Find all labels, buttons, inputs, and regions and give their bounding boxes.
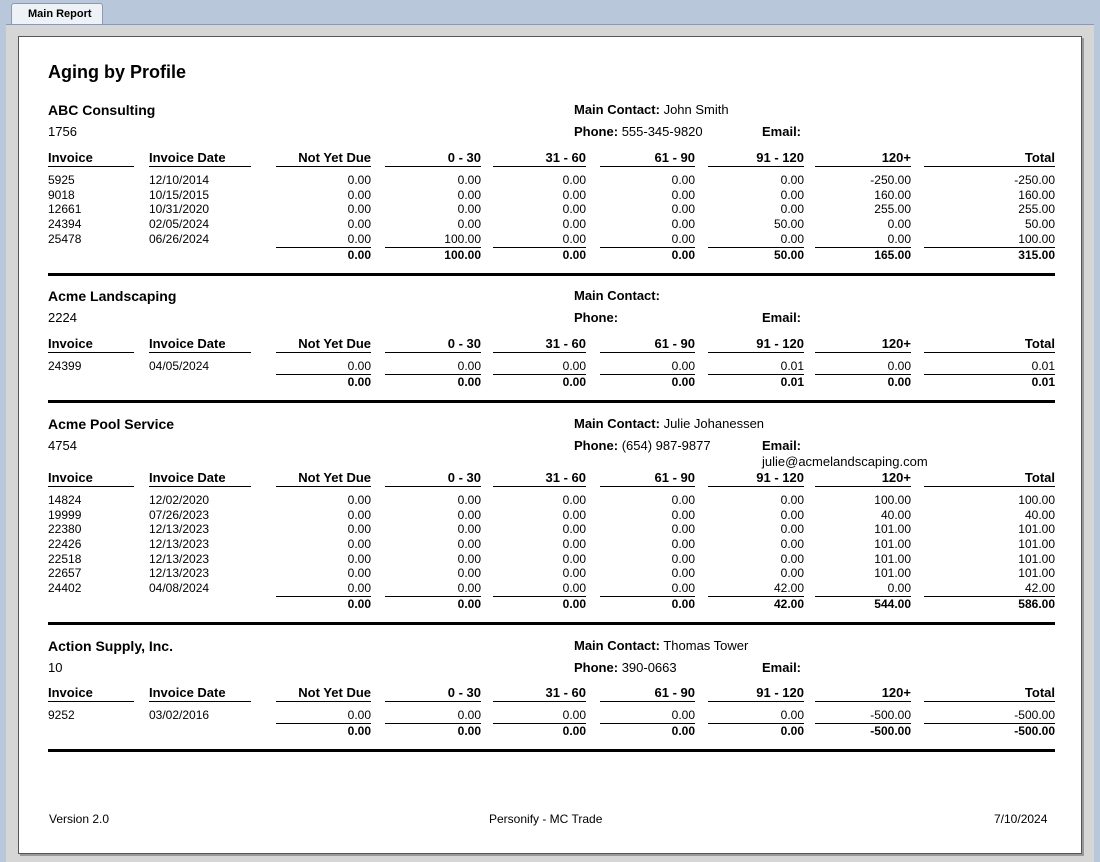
cell-aging-0-30: 0.00 xyxy=(457,187,481,202)
cell-aging-0-30: 0.00 xyxy=(457,522,481,537)
cell-invoice: 24402 xyxy=(48,581,82,596)
cell-aging-61-90: 0.00 xyxy=(671,507,695,522)
cell-invoice-date: 10/31/2020 xyxy=(149,202,210,217)
total-aging-91-120: 50.00 xyxy=(708,247,804,263)
cell-aging-91-120: 0.00 xyxy=(780,708,804,722)
cell-aging-31-60: 0.00 xyxy=(562,566,586,581)
cell-aging-0-30: 0.00 xyxy=(457,581,481,596)
cell-invoice: 9252 xyxy=(48,708,75,722)
cell-aging-0-30: 0.00 xyxy=(457,551,481,566)
cell-invoice: 19999 xyxy=(48,507,82,522)
cell-aging-31-60: 0.00 xyxy=(562,708,586,722)
column-header-not-yet-due: Not Yet Due xyxy=(276,150,371,167)
cell-aging-61-90: 0.00 xyxy=(671,187,695,202)
cell-aging-31-60: 0.00 xyxy=(562,187,586,202)
email-label: Email: xyxy=(762,310,802,325)
cell-invoice-date: 12/13/2023 xyxy=(149,537,210,552)
column-header-aging-61-90: 61 - 90 xyxy=(600,150,695,167)
cell-aging-61-90: 0.00 xyxy=(671,708,695,722)
phone xyxy=(574,310,618,325)
total-aging-61-90: 0.00 xyxy=(600,374,695,390)
cell-aging-31-60: 0.00 xyxy=(562,551,586,566)
cell-aging-120-plus: 0.00 xyxy=(887,217,911,232)
profile-id: 2224 xyxy=(48,310,77,325)
column-header-invoice-date: Invoice Date xyxy=(149,685,251,702)
cell-not-yet-due: 0.00 xyxy=(347,708,371,722)
totals-row xyxy=(48,247,1055,263)
cell-total: 101.00 xyxy=(1018,566,1055,581)
table-row xyxy=(48,173,1055,188)
cell-invoice: 14824 xyxy=(48,493,82,507)
cell-not-yet-due: 0.00 xyxy=(347,507,371,522)
cell-invoice: 5925 xyxy=(48,173,75,187)
column-headers xyxy=(48,685,1055,703)
phone xyxy=(574,660,677,675)
invoice-rows xyxy=(48,359,1055,374)
totals-row xyxy=(48,374,1055,390)
table-row xyxy=(48,217,1055,232)
column-header-not-yet-due: Not Yet Due xyxy=(276,470,371,487)
cell-aging-120-plus: 40.00 xyxy=(880,507,911,522)
cell-not-yet-due: 0.00 xyxy=(347,202,371,217)
cell-not-yet-due: 0.00 xyxy=(347,217,371,232)
section-divider xyxy=(48,273,1055,276)
column-header-aging-120-plus: 120+ xyxy=(815,685,911,702)
column-header-aging-0-30: 0 - 30 xyxy=(385,470,481,487)
cell-invoice-date: 12/13/2023 xyxy=(149,551,210,566)
cell-aging-0-30: 0.00 xyxy=(457,537,481,552)
cell-invoice: 22657 xyxy=(48,566,82,581)
cell-aging-91-120: 0.00 xyxy=(780,231,804,246)
main-contact-label: Main Contact: xyxy=(574,638,660,653)
cell-invoice-date: 02/05/2024 xyxy=(149,217,210,232)
cell-aging-31-60: 0.00 xyxy=(562,581,586,596)
cell-aging-0-30: 0.00 xyxy=(457,708,481,722)
cell-invoice: 22518 xyxy=(48,551,82,566)
table-row xyxy=(48,359,1055,374)
cell-aging-0-30: 0.00 xyxy=(457,493,481,507)
table-row xyxy=(48,508,1055,523)
report-title: Aging by Profile xyxy=(48,62,187,82)
main-contact xyxy=(574,102,729,117)
column-header-invoice-date: Invoice Date xyxy=(149,150,251,167)
footer-version: Version 2.0 xyxy=(49,812,110,826)
main-contact xyxy=(574,288,660,303)
invoice-rows xyxy=(48,173,1055,246)
column-header-invoice: Invoice xyxy=(48,685,134,702)
cell-total: 50.00 xyxy=(1024,217,1055,232)
cell-invoice-date: 10/15/2015 xyxy=(149,187,210,202)
column-header-not-yet-due: Not Yet Due xyxy=(276,336,371,353)
cell-total: -250.00 xyxy=(1014,173,1055,187)
cell-aging-91-120: 0.00 xyxy=(780,537,804,552)
cell-not-yet-due: 0.00 xyxy=(347,231,371,246)
cell-invoice-date: 04/08/2024 xyxy=(149,581,210,596)
table-row xyxy=(48,537,1055,552)
totals-row xyxy=(48,723,1055,739)
cell-aging-91-120: 0.00 xyxy=(780,202,804,217)
column-headers xyxy=(48,470,1055,488)
cell-aging-120-plus: 0.00 xyxy=(887,231,911,246)
column-headers xyxy=(48,150,1055,168)
cell-aging-120-plus: 160.00 xyxy=(874,187,911,202)
cell-invoice: 24394 xyxy=(48,217,82,232)
cell-total: 101.00 xyxy=(1018,537,1055,552)
cell-total: 40.00 xyxy=(1024,507,1055,522)
cell-aging-61-90: 0.00 xyxy=(671,359,695,373)
cell-aging-91-120: 0.00 xyxy=(780,507,804,522)
cell-invoice-date: 03/02/2016 xyxy=(149,708,210,722)
cell-aging-91-120: 50.00 xyxy=(773,217,804,232)
column-header-total: Total xyxy=(924,150,1055,167)
phone xyxy=(574,124,703,139)
cell-invoice: 12661 xyxy=(48,202,82,217)
cell-aging-120-plus: 100.00 xyxy=(874,493,911,507)
cell-aging-31-60: 0.00 xyxy=(562,507,586,522)
cell-invoice-date: 12/13/2023 xyxy=(149,522,210,537)
cell-total: 100.00 xyxy=(1018,493,1055,507)
cell-invoice-date: 06/26/2024 xyxy=(149,231,210,246)
phone-label: Phone: xyxy=(574,124,619,139)
table-row xyxy=(48,188,1055,203)
cell-aging-0-30: 0.00 xyxy=(457,507,481,522)
cell-not-yet-due: 0.00 xyxy=(347,537,371,552)
total-aging-31-60: 0.00 xyxy=(493,247,586,263)
cell-aging-120-plus: 0.00 xyxy=(887,581,911,596)
column-header-aging-0-30: 0 - 30 xyxy=(385,336,481,353)
column-header-aging-120-plus: 120+ xyxy=(815,150,911,167)
cell-aging-61-90: 0.00 xyxy=(671,551,695,566)
column-header-invoice: Invoice xyxy=(48,470,134,487)
cell-not-yet-due: 0.00 xyxy=(347,551,371,566)
email-label: Email: xyxy=(762,660,802,675)
table-row xyxy=(48,493,1055,508)
phone-value: (654) 987-9877 xyxy=(621,438,711,453)
totals-row xyxy=(48,596,1055,612)
cell-invoice-date: 12/02/2020 xyxy=(149,493,210,507)
main-contact xyxy=(574,416,764,431)
invoice-rows xyxy=(48,708,1055,723)
tab-main-report[interactable]: Main Report xyxy=(11,3,103,24)
table-row xyxy=(48,708,1055,723)
column-header-aging-120-plus: 120+ xyxy=(815,336,911,353)
cell-invoice-date: 04/05/2024 xyxy=(149,359,210,373)
cell-invoice: 25478 xyxy=(48,231,82,246)
total-total: -500.00 xyxy=(924,723,1055,739)
total-aging-61-90: 0.00 xyxy=(600,596,695,612)
main-contact-label: Main Contact: xyxy=(574,288,660,303)
column-header-total: Total xyxy=(924,685,1055,702)
cell-invoice: 24399 xyxy=(48,359,82,373)
cell-aging-91-120: 0.00 xyxy=(780,522,804,537)
column-header-aging-91-120: 91 - 120 xyxy=(708,150,804,167)
column-header-aging-91-120: 91 - 120 xyxy=(708,336,804,353)
total-aging-120-plus: -500.00 xyxy=(815,723,911,739)
cell-total: 0.01 xyxy=(1031,359,1055,373)
profile-id: 4754 xyxy=(48,438,77,453)
cell-aging-31-60: 0.00 xyxy=(562,202,586,217)
cell-aging-61-90: 0.00 xyxy=(671,231,695,246)
cell-aging-31-60: 0.00 xyxy=(562,537,586,552)
total-total: 586.00 xyxy=(924,596,1055,612)
phone-value: 555-345-9820 xyxy=(621,124,703,139)
cell-invoice-date: 12/10/2014 xyxy=(149,173,210,187)
total-aging-0-30: 0.00 xyxy=(385,596,481,612)
cell-aging-61-90: 0.00 xyxy=(671,537,695,552)
column-header-aging-31-60: 31 - 60 xyxy=(493,336,586,353)
cell-aging-120-plus: -250.00 xyxy=(870,173,911,187)
column-header-aging-61-90: 61 - 90 xyxy=(600,685,695,702)
cell-total: 160.00 xyxy=(1018,187,1055,202)
main-contact xyxy=(574,638,748,653)
cell-not-yet-due: 0.00 xyxy=(347,522,371,537)
cell-aging-61-90: 0.00 xyxy=(671,217,695,232)
cell-total: 42.00 xyxy=(1024,581,1055,596)
cell-not-yet-due: 0.00 xyxy=(347,187,371,202)
total-not-yet-due: 0.00 xyxy=(276,723,371,739)
column-header-aging-61-90: 61 - 90 xyxy=(600,470,695,487)
table-row xyxy=(48,522,1055,537)
cell-invoice: 22380 xyxy=(48,522,82,537)
cell-total: 255.00 xyxy=(1018,202,1055,217)
cell-aging-31-60: 0.00 xyxy=(562,231,586,246)
cell-invoice: 9018 xyxy=(48,187,75,202)
column-header-aging-31-60: 31 - 60 xyxy=(493,150,586,167)
total-total: 0.01 xyxy=(924,374,1055,390)
profile-name: Action Supply, Inc. xyxy=(48,638,173,654)
table-row xyxy=(48,552,1055,567)
total-aging-91-120: 0.01 xyxy=(708,374,804,390)
footer-app-name: Personify - MC Trade xyxy=(489,812,603,826)
main-contact-label: Main Contact: xyxy=(574,416,660,431)
cell-invoice-date: 07/26/2023 xyxy=(149,507,210,522)
total-not-yet-due: 0.00 xyxy=(276,596,371,612)
cell-aging-31-60: 0.00 xyxy=(562,493,586,507)
column-header-invoice: Invoice xyxy=(48,150,134,167)
cell-aging-31-60: 0.00 xyxy=(562,173,586,187)
column-header-invoice-date: Invoice Date xyxy=(149,336,251,353)
total-aging-120-plus: 165.00 xyxy=(815,247,911,263)
table-row xyxy=(48,232,1055,247)
cell-aging-0-30: 0.00 xyxy=(457,217,481,232)
cell-aging-61-90: 0.00 xyxy=(671,173,695,187)
column-header-aging-0-30: 0 - 30 xyxy=(385,150,481,167)
total-aging-31-60: 0.00 xyxy=(493,374,586,390)
total-aging-31-60: 0.00 xyxy=(493,596,586,612)
phone-label: Phone: xyxy=(574,310,619,325)
total-aging-61-90: 0.00 xyxy=(600,247,695,263)
column-header-total: Total xyxy=(924,470,1055,487)
email-label: Email: xyxy=(762,438,802,453)
total-aging-0-30: 0.00 xyxy=(385,374,481,390)
phone xyxy=(574,438,711,453)
total-aging-31-60: 0.00 xyxy=(493,723,586,739)
cell-aging-120-plus: 101.00 xyxy=(874,551,911,566)
section-divider xyxy=(48,749,1055,752)
cell-aging-91-120: 0.00 xyxy=(780,566,804,581)
profile-name: Acme Pool Service xyxy=(48,416,175,432)
cell-aging-61-90: 0.00 xyxy=(671,202,695,217)
cell-aging-31-60: 0.00 xyxy=(562,217,586,232)
cell-aging-120-plus: 101.00 xyxy=(874,537,911,552)
section-divider xyxy=(48,400,1055,403)
cell-aging-0-30: 0.00 xyxy=(457,202,481,217)
cell-aging-61-90: 0.00 xyxy=(671,522,695,537)
main-contact-label: Main Contact: xyxy=(574,102,660,117)
phone-label: Phone: xyxy=(574,660,619,675)
total-aging-91-120: 42.00 xyxy=(708,596,804,612)
column-header-invoice-date: Invoice Date xyxy=(149,470,251,487)
cell-aging-91-120: 0.00 xyxy=(780,551,804,566)
cell-aging-120-plus: -500.00 xyxy=(870,708,911,722)
cell-aging-120-plus: 101.00 xyxy=(874,566,911,581)
cell-total: 100.00 xyxy=(1018,231,1055,246)
profile-name: Acme Landscaping xyxy=(48,288,177,304)
section-divider xyxy=(48,622,1055,625)
column-header-aging-31-60: 31 - 60 xyxy=(493,470,586,487)
cell-aging-31-60: 0.00 xyxy=(562,359,586,373)
total-not-yet-due: 0.00 xyxy=(276,247,371,263)
cell-total: 101.00 xyxy=(1018,522,1055,537)
cell-not-yet-due: 0.00 xyxy=(347,173,371,187)
cell-invoice: 22426 xyxy=(48,537,82,552)
total-aging-120-plus: 0.00 xyxy=(815,374,911,390)
cell-not-yet-due: 0.00 xyxy=(347,566,371,581)
cell-total: -500.00 xyxy=(1014,708,1055,722)
footer-date: 7/10/2024 xyxy=(994,812,1048,826)
total-aging-91-120: 0.00 xyxy=(708,723,804,739)
column-header-aging-31-60: 31 - 60 xyxy=(493,685,586,702)
total-total: 315.00 xyxy=(924,247,1055,263)
main-contact-value: Julie Johanessen xyxy=(663,416,765,431)
cell-aging-91-120: 0.00 xyxy=(780,493,804,507)
cell-aging-0-30: 0.00 xyxy=(457,173,481,187)
cell-aging-31-60: 0.00 xyxy=(562,522,586,537)
cell-aging-120-plus: 255.00 xyxy=(874,202,911,217)
cell-aging-61-90: 0.00 xyxy=(671,493,695,507)
main-contact-value: John Smith xyxy=(663,102,729,117)
email-value: julie@acmelandscaping.com xyxy=(762,454,928,469)
cell-aging-61-90: 0.00 xyxy=(671,566,695,581)
phone-label: Phone: xyxy=(574,438,619,453)
main-contact-value: Thomas Tower xyxy=(663,638,749,653)
column-header-aging-91-120: 91 - 120 xyxy=(708,470,804,487)
column-header-aging-91-120: 91 - 120 xyxy=(708,685,804,702)
column-headers xyxy=(48,336,1055,354)
column-header-invoice: Invoice xyxy=(48,336,134,353)
table-row xyxy=(48,566,1055,581)
cell-aging-91-120: 0.01 xyxy=(780,359,804,373)
column-header-not-yet-due: Not Yet Due xyxy=(276,685,371,702)
column-header-aging-0-30: 0 - 30 xyxy=(385,685,481,702)
cell-aging-91-120: 0.00 xyxy=(780,173,804,187)
cell-invoice-date: 12/13/2023 xyxy=(149,566,210,581)
profile-name: ABC Consulting xyxy=(48,102,156,118)
email-label: Email: xyxy=(762,124,802,139)
cell-aging-120-plus: 101.00 xyxy=(874,522,911,537)
cell-not-yet-due: 0.00 xyxy=(347,493,371,507)
total-aging-61-90: 0.00 xyxy=(600,723,695,739)
cell-aging-61-90: 0.00 xyxy=(671,581,695,596)
total-aging-120-plus: 544.00 xyxy=(815,596,911,612)
cell-aging-0-30: 100.00 xyxy=(444,231,481,246)
cell-not-yet-due: 0.00 xyxy=(347,581,371,596)
total-not-yet-due: 0.00 xyxy=(276,374,371,390)
phone-value: 390-0663 xyxy=(621,660,677,675)
profile-id: 10 xyxy=(48,660,63,675)
table-row xyxy=(48,202,1055,217)
invoice-rows xyxy=(48,493,1055,596)
cell-aging-91-120: 42.00 xyxy=(773,581,804,596)
total-aging-0-30: 0.00 xyxy=(385,723,481,739)
table-row xyxy=(48,581,1055,596)
column-header-aging-61-90: 61 - 90 xyxy=(600,336,695,353)
profile-id: 1756 xyxy=(48,124,77,139)
column-header-total: Total xyxy=(924,336,1055,353)
cell-aging-91-120: 0.00 xyxy=(780,187,804,202)
cell-total: 101.00 xyxy=(1018,551,1055,566)
total-aging-0-30: 100.00 xyxy=(385,247,481,263)
tab-bar xyxy=(0,0,1100,24)
column-header-aging-120-plus: 120+ xyxy=(815,470,911,487)
cell-not-yet-due: 0.00 xyxy=(347,359,371,373)
cell-aging-120-plus: 0.00 xyxy=(887,359,911,373)
cell-aging-0-30: 0.00 xyxy=(457,566,481,581)
cell-aging-0-30: 0.00 xyxy=(457,359,481,373)
